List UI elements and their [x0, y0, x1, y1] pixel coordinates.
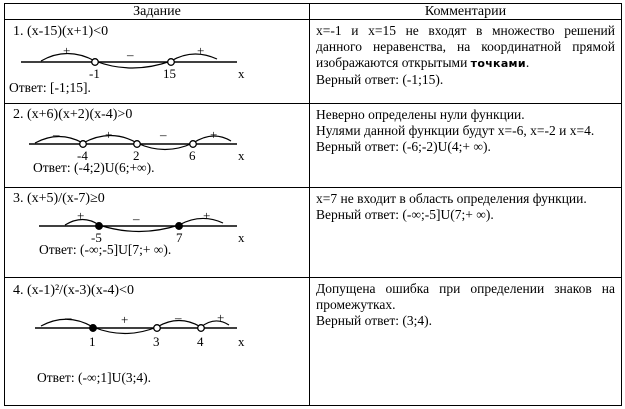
correct-answer: Верный ответ: (-6;-2)U(4;+ ∞).: [316, 139, 491, 154]
point-marker: [168, 59, 175, 66]
sign-label: +: [63, 43, 71, 58]
task-cell-1: [5, 20, 310, 104]
axis-var-label: x: [238, 66, 245, 81]
point-marker: [190, 141, 197, 148]
task-cell-4: [5, 278, 310, 406]
point-marker: [176, 223, 183, 230]
comment-text: Нулями данной функции будут x=-6, x=-2 и x=4.: [316, 123, 595, 138]
comment-text: Допущена ошибка при определении знаков на промежутках.: [316, 281, 615, 312]
point-marker: [92, 59, 99, 66]
header-task: Задание: [5, 4, 310, 20]
sign-label: +: [197, 43, 205, 58]
table-row: [5, 188, 622, 278]
table-row: [5, 278, 622, 406]
sign-label: +: [77, 208, 85, 223]
problem-1: 1. (x-15)(x+1)<0: [13, 24, 109, 39]
point-label: 2: [133, 148, 140, 163]
point-marker: [198, 325, 205, 332]
point-label: -5: [91, 230, 102, 245]
point-marker: [90, 325, 97, 332]
comment-cell-1: [310, 20, 622, 104]
comment-text: Неверно определены нули функции.: [316, 107, 525, 122]
point-label: 4: [197, 334, 204, 349]
point-label: 15: [163, 66, 176, 81]
point-label: -1: [89, 66, 100, 81]
axis-var-label: x: [238, 230, 245, 245]
answer-2: Ответ: (-4;2)U(6;+∞).: [33, 160, 155, 175]
point-marker: [134, 141, 141, 148]
sign-label: +: [105, 127, 113, 142]
tasks-table: [4, 3, 622, 406]
comment-cell-4: [310, 278, 622, 406]
point-marker: [96, 223, 103, 230]
sign-label: –: [133, 211, 140, 226]
number-line-4: [5, 308, 305, 348]
comment-cell-3: [310, 188, 622, 278]
sign-label: –: [127, 47, 134, 62]
sign-curve: [65, 218, 223, 231]
correct-answer: Верный ответ: (3;4).: [316, 313, 433, 328]
sign-label: +: [217, 310, 225, 325]
table-row: [5, 20, 622, 104]
header-comment: Комментарии: [310, 4, 622, 20]
sign-label: +: [121, 312, 129, 327]
sign-label: +: [210, 127, 218, 142]
axis-var-label: x: [238, 334, 245, 349]
answer-1: Ответ: [-1;15].: [9, 80, 91, 95]
comment-text: x=7 не входит в область определения функции.: [316, 191, 587, 206]
task-cell-2: [5, 104, 310, 188]
point-label: -4: [77, 148, 88, 163]
point-label: 7: [176, 230, 183, 245]
point-marker: [80, 141, 87, 148]
task-cell-3: [5, 188, 310, 278]
answer-3: Ответ: (-∞;-5]U[7;+ ∞).: [39, 242, 172, 257]
sign-label: –: [53, 127, 60, 142]
point-label: 3: [153, 334, 160, 349]
point-label: 6: [189, 148, 196, 163]
sign-label: –: [65, 310, 72, 325]
comment-text: x=-1 и x=15 не входят в множество решений данного неравенства, на координатной прямой изображаются открытыми точками.: [316, 23, 615, 70]
point-label: 1: [89, 334, 96, 349]
problem-3: 3. (x+5)/(x-7)≥0: [13, 191, 105, 206]
table-row: [5, 104, 622, 188]
sign-label: –: [160, 127, 167, 142]
answer-4: Ответ: (-∞;1]U(3;4).: [37, 370, 151, 385]
sign-label: –: [175, 310, 182, 325]
sign-label: +: [203, 208, 211, 223]
axis-var-label: x: [238, 148, 245, 163]
correct-answer: Верный ответ: (-1;15).: [316, 72, 444, 87]
number-line-2: [5, 124, 305, 163]
problem-2: 2. (x+6)(x+2)(x-4)>0: [13, 107, 133, 122]
header-row: [5, 4, 622, 20]
problem-4: 4. (x-1)²/(x-3)(x-4)<0: [13, 283, 134, 298]
number-line-3: [5, 208, 305, 244]
point-marker: [154, 325, 161, 332]
number-line-1: [5, 42, 305, 81]
correct-answer: Верный ответ: (-∞;-5]U(7;+ ∞).: [316, 207, 494, 222]
comment-cell-2: [310, 104, 622, 188]
